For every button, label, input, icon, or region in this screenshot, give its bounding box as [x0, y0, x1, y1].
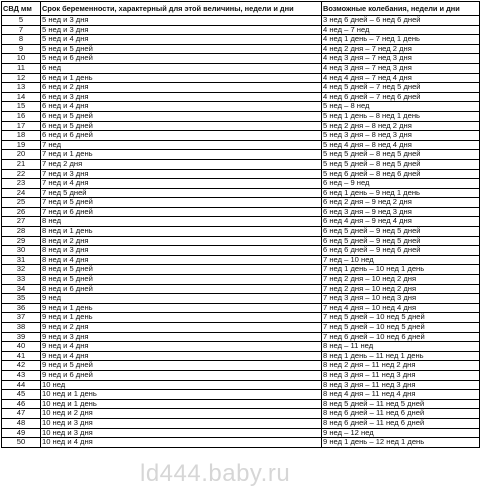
- cell-range: 4 нед 6 дней – 7 нед 6 дней: [322, 92, 480, 102]
- cell-term: 6 нед и 5 дней: [41, 121, 322, 131]
- header-range: Возможные колебания, недели и дни: [322, 2, 480, 16]
- cell-svd: 47: [2, 409, 41, 419]
- table-row: [2, 351, 480, 361]
- cell-svd: 42: [2, 361, 41, 371]
- cell-range: 5 нед 5 дней – 8 нед 5 дней: [322, 159, 480, 169]
- cell-range: 8 нед 2 дня – 11 нед 2 дня: [322, 361, 480, 371]
- cell-svd: 21: [2, 159, 41, 169]
- cell-range: 6 нед 3 дня – 9 нед 3 дня: [322, 207, 480, 217]
- cell-term: 5 нед и 6 дней: [41, 54, 322, 64]
- cell-term: 6 нед и 5 дней: [41, 111, 322, 121]
- cell-term: 10 нед и 2 дня: [41, 409, 322, 419]
- cell-svd: 39: [2, 332, 41, 342]
- cell-svd: 50: [2, 438, 41, 448]
- table-row: [2, 92, 480, 102]
- cell-term: 9 нед и 3 дня: [41, 332, 322, 342]
- table-row: [2, 303, 480, 313]
- table-row: [2, 332, 480, 342]
- cell-range: 4 нед 3 дня – 7 нед 3 дня: [322, 54, 480, 64]
- cell-term: 7 нед: [41, 140, 322, 150]
- cell-range: 8 нед 4 дня – 11 нед 4 дня: [322, 390, 480, 400]
- cell-term: 10 нед и 3 дня: [41, 428, 322, 438]
- cell-range: 8 нед 6 дней – 11 нед 6 дней: [322, 409, 480, 419]
- cell-range: 6 нед 1 день – 9 нед 1 день: [322, 188, 480, 198]
- cell-svd: 38: [2, 323, 41, 333]
- cell-term: 10 нед и 3 дня: [41, 418, 322, 428]
- cell-range: 8 нед 3 дня – 11 нед 3 дня: [322, 370, 480, 380]
- cell-range: 6 нед 4 дня – 9 нед 4 дня: [322, 217, 480, 227]
- cell-range: 8 нед 5 дней – 11 нед 5 дней: [322, 399, 480, 409]
- table-row: [2, 428, 480, 438]
- cell-svd: 45: [2, 390, 41, 400]
- cell-range: 4 нед 1 день – 7 нед 1 день: [322, 35, 480, 45]
- cell-term: 6 нед и 4 дня: [41, 102, 322, 112]
- cell-range: 5 нед – 8 нед: [322, 102, 480, 112]
- table-row: [2, 35, 480, 45]
- cell-range: 5 нед 4 дня – 8 нед 4 дня: [322, 140, 480, 150]
- header-svd: СВД мм: [2, 2, 41, 16]
- cell-range: 4 нед 3 дня – 7 нед 3 дня: [322, 63, 480, 73]
- cell-svd: 10: [2, 54, 41, 64]
- cell-term: 6 нед и 6 дней: [41, 131, 322, 141]
- cell-term: 9 нед и 4 дня: [41, 342, 322, 352]
- cell-term: 6 нед и 2 дня: [41, 83, 322, 93]
- cell-term: 9 нед: [41, 294, 322, 304]
- cell-svd: 29: [2, 236, 41, 246]
- cell-svd: 24: [2, 188, 41, 198]
- cell-range: 7 нед 1 день – 10 нед 1 день: [322, 265, 480, 275]
- cell-svd: 18: [2, 131, 41, 141]
- cell-range: 5 нед 2 дня – 8 нед 2 дня: [322, 121, 480, 131]
- cell-svd: 46: [2, 399, 41, 409]
- cell-term: 10 нед и 1 день: [41, 390, 322, 400]
- table-row: [2, 227, 480, 237]
- cell-svd: 14: [2, 92, 41, 102]
- cell-svd: 35: [2, 294, 41, 304]
- cell-svd: 15: [2, 102, 41, 112]
- cell-svd: 16: [2, 111, 41, 121]
- cell-range: 4 нед – 7 нед: [322, 25, 480, 35]
- cell-range: 5 нед 3 дня – 8 нед 3 дня: [322, 131, 480, 141]
- table-row: [2, 73, 480, 83]
- cell-term: 5 нед и 4 дня: [41, 35, 322, 45]
- cell-svd: 41: [2, 351, 41, 361]
- table-row: [2, 294, 480, 304]
- table-row: [2, 54, 480, 64]
- cell-svd: 30: [2, 246, 41, 256]
- cell-svd: 44: [2, 380, 41, 390]
- table-row: [2, 409, 480, 419]
- cell-range: 6 нед 6 дней – 9 нед 6 дней: [322, 246, 480, 256]
- cell-svd: 48: [2, 418, 41, 428]
- cell-range: 4 нед 4 дня – 7 нед 4 дня: [322, 73, 480, 83]
- cell-term: 6 нед и 3 дня: [41, 92, 322, 102]
- cell-range: 8 нед 1 день – 11 нед 1 день: [322, 351, 480, 361]
- table-row: [2, 399, 480, 409]
- table-row: [2, 370, 480, 380]
- cell-svd: 22: [2, 169, 41, 179]
- cell-svd: 8: [2, 35, 41, 45]
- cell-range: 8 нед 3 дня – 11 нед 3 дня: [322, 380, 480, 390]
- cell-range: 6 нед – 9 нед: [322, 179, 480, 189]
- cell-svd: 40: [2, 342, 41, 352]
- table-row: [2, 246, 480, 256]
- cell-range: 4 нед 2 дня – 7 нед 2 дня: [322, 44, 480, 54]
- cell-term: 6 нед: [41, 63, 322, 73]
- table-row: [2, 169, 480, 179]
- cell-range: 7 нед 2 дня – 10 нед 2 дня: [322, 275, 480, 285]
- table-row: [2, 380, 480, 390]
- table-row: [2, 255, 480, 265]
- cell-svd: 27: [2, 217, 41, 227]
- cell-svd: 32: [2, 265, 41, 275]
- table-row: [2, 217, 480, 227]
- cell-term: 7 нед 5 дней: [41, 188, 322, 198]
- cell-term: 8 нед: [41, 217, 322, 227]
- cell-term: 7 нед и 4 дня: [41, 179, 322, 189]
- cell-svd: 19: [2, 140, 41, 150]
- cell-svd: 17: [2, 121, 41, 131]
- cell-range: 7 нед 5 дней – 10 нед 5 дней: [322, 313, 480, 323]
- table-row: [2, 111, 480, 121]
- cell-range: 7 нед 3 дня – 10 нед 3 дня: [322, 294, 480, 304]
- table-row: [2, 236, 480, 246]
- cell-term: 7 нед и 6 дней: [41, 207, 322, 217]
- cell-range: 6 нед 5 дней – 9 нед 5 дней: [322, 236, 480, 246]
- cell-svd: 34: [2, 284, 41, 294]
- cell-range: 7 нед 6 дней – 10 нед 6 дней: [322, 332, 480, 342]
- table-row: [2, 121, 480, 131]
- cell-term: 9 нед и 1 день: [41, 303, 322, 313]
- cell-term: 8 нед и 5 дней: [41, 265, 322, 275]
- table-row: [2, 313, 480, 323]
- cell-svd: 25: [2, 198, 41, 208]
- cell-svd: 7: [2, 25, 41, 35]
- cell-term: 7 нед и 1 день: [41, 150, 322, 160]
- header-row: [2, 2, 480, 16]
- table-row: [2, 102, 480, 112]
- cell-term: 7 нед и 3 дня: [41, 169, 322, 179]
- cell-svd: 12: [2, 73, 41, 83]
- cell-svd: 28: [2, 227, 41, 237]
- cell-range: 5 нед 5 дней – 8 нед 5 дней: [322, 150, 480, 160]
- cell-svd: 43: [2, 370, 41, 380]
- watermark: ld444.baby.ru: [140, 460, 291, 487]
- cell-range: 5 нед 6 дней – 8 нед 6 дней: [322, 169, 480, 179]
- cell-svd: 9: [2, 44, 41, 54]
- cell-term: 9 нед и 5 дней: [41, 361, 322, 371]
- cell-range: 7 нед 4 дня – 10 нед 4 дня: [322, 303, 480, 313]
- table-row: [2, 207, 480, 217]
- table-row: [2, 265, 480, 275]
- table-body: [2, 16, 480, 448]
- cell-range: 6 нед 5 дней – 9 нед 5 дней: [322, 227, 480, 237]
- table-row: [2, 275, 480, 285]
- cell-svd: 26: [2, 207, 41, 217]
- table-row: [2, 63, 480, 73]
- cell-svd: 33: [2, 275, 41, 285]
- table-row: [2, 342, 480, 352]
- table-row: [2, 16, 480, 26]
- table-row: [2, 140, 480, 150]
- cell-term: 8 нед и 6 дней: [41, 284, 322, 294]
- cell-range: 3 нед 6 дней – 6 нед 6 дней: [322, 16, 480, 26]
- gestation-table: [1, 1, 480, 448]
- cell-term: 10 нед и 1 день: [41, 399, 322, 409]
- table-row: [2, 83, 480, 93]
- header-term: Срок беременности, характерный для этой величины, недели и дни: [41, 2, 322, 16]
- cell-svd: 31: [2, 255, 41, 265]
- cell-range: 9 нед – 12 нед: [322, 428, 480, 438]
- table-row: [2, 131, 480, 141]
- cell-term: 5 нед и 3 дня: [41, 25, 322, 35]
- table-row: [2, 188, 480, 198]
- table-row: [2, 44, 480, 54]
- cell-range: 7 нед – 10 нед: [322, 255, 480, 265]
- cell-term: 6 нед и 1 день: [41, 73, 322, 83]
- cell-term: 5 нед и 3 дня: [41, 16, 322, 26]
- cell-range: 5 нед 1 день – 8 нед 1 день: [322, 111, 480, 121]
- cell-term: 8 нед и 5 дней: [41, 275, 322, 285]
- cell-term: 8 нед и 1 день: [41, 227, 322, 237]
- cell-svd: 5: [2, 16, 41, 26]
- table-row: [2, 323, 480, 333]
- cell-term: 8 нед и 3 дня: [41, 246, 322, 256]
- cell-term: 7 нед и 5 дней: [41, 198, 322, 208]
- cell-range: 6 нед 2 дня – 9 нед 2 дня: [322, 198, 480, 208]
- cell-svd: 11: [2, 63, 41, 73]
- cell-term: 8 нед и 2 дня: [41, 236, 322, 246]
- cell-svd: 49: [2, 428, 41, 438]
- cell-term: 7 нед 2 дня: [41, 159, 322, 169]
- cell-term: 9 нед и 2 дня: [41, 323, 322, 333]
- cell-range: 4 нед 5 дней – 7 нед 5 дней: [322, 83, 480, 93]
- table-row: [2, 25, 480, 35]
- cell-range: 7 нед 5 дней – 10 нед 5 дней: [322, 323, 480, 333]
- cell-term: 10 нед: [41, 380, 322, 390]
- cell-term: 8 нед и 4 дня: [41, 255, 322, 265]
- table-row: [2, 150, 480, 160]
- cell-term: 10 нед и 4 дня: [41, 438, 322, 448]
- table-row: [2, 390, 480, 400]
- table-row: [2, 418, 480, 428]
- cell-svd: 37: [2, 313, 41, 323]
- table-row: [2, 198, 480, 208]
- cell-range: 9 нед 1 день – 12 нед 1 день: [322, 438, 480, 448]
- cell-term: 5 нед и 5 дней: [41, 44, 322, 54]
- cell-term: 9 нед и 4 дня: [41, 351, 322, 361]
- cell-svd: 20: [2, 150, 41, 160]
- cell-term: 9 нед и 6 дней: [41, 370, 322, 380]
- table-row: [2, 438, 480, 448]
- cell-range: 8 нед 6 дней – 11 нед 6 дней: [322, 418, 480, 428]
- cell-svd: 13: [2, 83, 41, 93]
- table-row: [2, 284, 480, 294]
- table-row: [2, 179, 480, 189]
- cell-svd: 36: [2, 303, 41, 313]
- table-row: [2, 361, 480, 371]
- cell-term: 9 нед и 1 день: [41, 313, 322, 323]
- cell-range: 7 нед 2 дня – 10 нед 2 дня: [322, 284, 480, 294]
- table-row: [2, 159, 480, 169]
- cell-svd: 23: [2, 179, 41, 189]
- cell-range: 8 нед – 11 нед: [322, 342, 480, 352]
